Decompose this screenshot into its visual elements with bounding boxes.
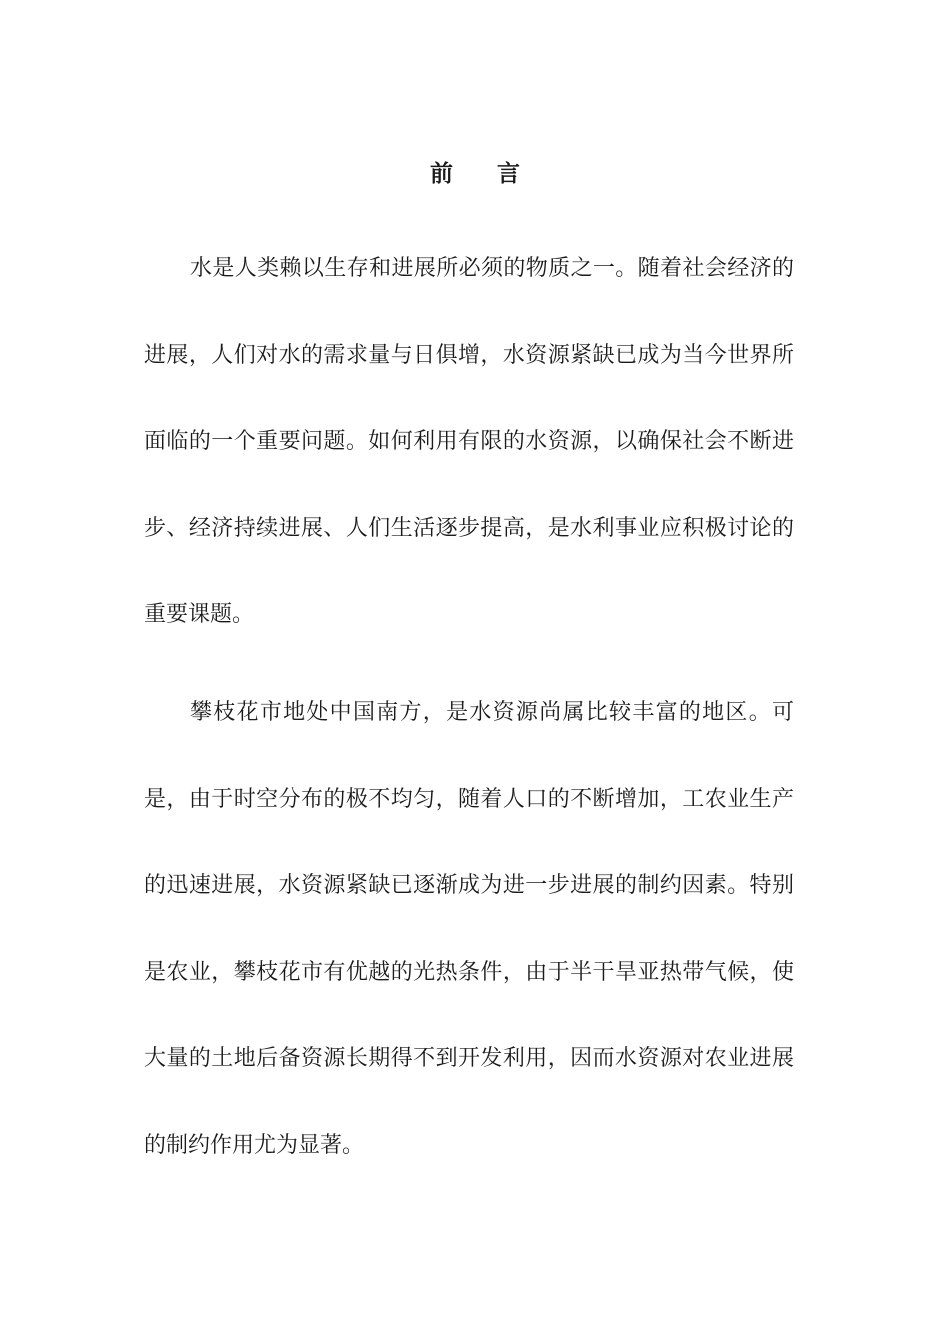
paragraph-2: 攀枝花市地处中国南方，是水资源尚属比较丰富的地区。可是，由于时空分布的极不均匀，随着人口的不断增加，工农业生产的迅速进展，水资源紧缺已逐渐成为进一步进展的制约因素。特别是农业，攀枝花市有优越的光热条件，由于半干旱亚热带气候，使大量的土地后备资源长期得不到开发利用，因而水资源对农业进展的制约作用尤为显著。 [144, 700, 794, 1158]
paragraph-1: 水是人类赖以生存和进展所必须的物质之一。随着社会经济的进展，人们对水的需求量与日俱增，水资源紧缺已成为当今世界所面临的一个重要问题。如何利用有限的水资源，以确保社会不断进步、经济持续进展、人们生活逐步提高，是水利事业应积极讨论的重要课题。 [144, 256, 794, 627]
page-title: 前言 [430, 161, 564, 187]
